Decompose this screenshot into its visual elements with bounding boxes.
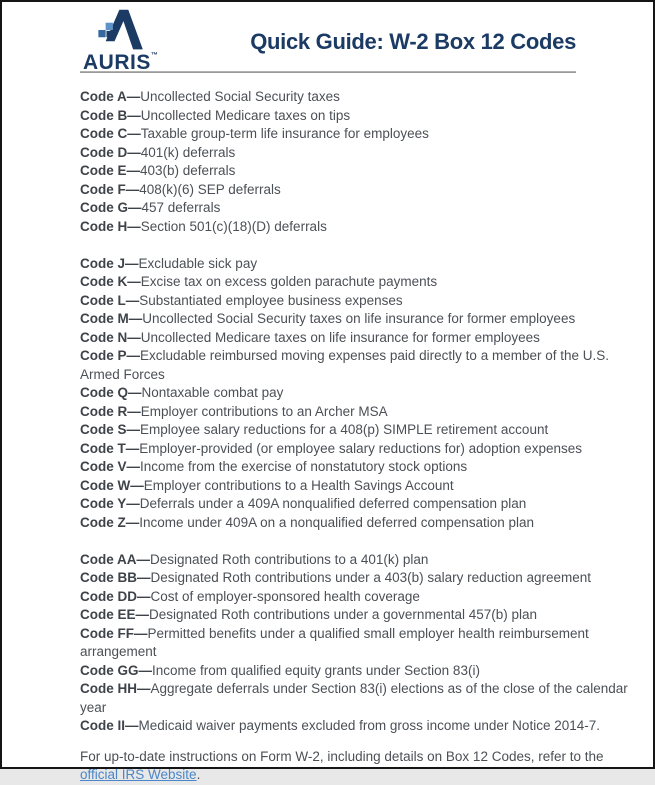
- irs-website-link[interactable]: official IRS Website: [80, 767, 197, 782]
- footer-note: [80, 748, 642, 785]
- code-description: Section 501(c)(18)(D) deferrals: [140, 218, 327, 234]
- code-list: [80, 88, 640, 736]
- code-label: Code EE—: [80, 607, 150, 622]
- code-line-q: [80, 384, 640, 403]
- code-description: Aggregate deferrals under Section 83(i) elections as of the close of the calendar year: [80, 681, 628, 715]
- code-description: 457 deferrals: [141, 200, 221, 215]
- code-line-p: [80, 347, 640, 384]
- code-description: Income from the exercise of nonstatutory stock options: [140, 459, 468, 474]
- code-line-b: [80, 107, 640, 126]
- code-description: 401(k) deferrals: [140, 144, 236, 160]
- code-label: Code N—: [80, 329, 141, 345]
- code-line-n: [80, 329, 640, 348]
- code-description: Nontaxable combat pay: [141, 385, 284, 400]
- code-label: Code Q—: [80, 385, 142, 400]
- code-description: Uncollected Social Security taxes on life insurance for former employees: [142, 311, 576, 326]
- code-line-j: [80, 255, 640, 274]
- code-label: Code A—: [80, 89, 141, 104]
- code-label: Code GG—: [80, 662, 153, 678]
- code-label: Code S—: [80, 422, 141, 437]
- code-description: Designated Roth contributions under a 403(b) salary reduction agreement: [150, 570, 592, 585]
- code-line-y: [80, 495, 640, 514]
- code-line-r: [80, 403, 640, 422]
- code-label: Code W—: [80, 477, 144, 493]
- code-label: Code HH—: [80, 681, 151, 696]
- code-label: Code T—: [80, 440, 140, 456]
- code-label: Code P—: [80, 348, 141, 363]
- code-line-k: [80, 273, 640, 292]
- code-description: Uncollected Medicare taxes on life insurance for former employees: [140, 329, 540, 345]
- code-label: Code G—: [80, 200, 142, 215]
- code-line-aa: [80, 551, 640, 570]
- code-line-gg: [80, 662, 640, 681]
- code-line-t: [80, 440, 640, 459]
- code-description: 403(b) deferrals: [140, 163, 236, 178]
- code-description: 408(k)(6) SEP deferrals: [139, 181, 281, 197]
- auris-a-icon: [96, 9, 146, 51]
- auris-logo: [83, 9, 158, 73]
- code-label: Code E—: [80, 163, 141, 178]
- code-line-w: [80, 477, 640, 496]
- code-line-h: [80, 218, 640, 237]
- code-label: Code K—: [80, 274, 141, 289]
- code-label: Code F—: [80, 181, 140, 197]
- code-label: Code M—: [80, 311, 143, 326]
- code-label: Code C—: [80, 126, 141, 141]
- code-line-c: [80, 125, 640, 144]
- code-group: [80, 551, 640, 736]
- code-line-z: [80, 514, 640, 533]
- code-description: Designated Roth contributions under a governmental 457(b) plan: [149, 607, 538, 622]
- code-label: Code Z—: [80, 514, 140, 530]
- code-line-v: [80, 458, 640, 477]
- code-line-g: [80, 199, 640, 218]
- code-line-dd: [80, 588, 640, 607]
- code-label: Code AA—: [80, 551, 150, 567]
- code-label: Code Y—: [80, 496, 140, 511]
- code-line-l: [80, 292, 640, 311]
- footer-text: For up-to-date instructions on Form W-2, including details on Box 12 Codes, refer to the: [80, 748, 604, 764]
- code-line-ee: [80, 606, 640, 625]
- code-label: Code B—: [80, 107, 141, 123]
- code-group: [80, 88, 640, 236]
- code-label: Code J—: [80, 255, 139, 271]
- code-line-s: [80, 421, 640, 440]
- brand-name: AURIS™: [83, 51, 159, 74]
- code-description: Designated Roth contributions to a 401(k) plan: [150, 551, 429, 567]
- code-line-hh: [80, 680, 640, 717]
- code-description: Employer-provided (or employee salary reductions for) adoption expenses: [139, 440, 582, 456]
- code-line-f: [80, 181, 640, 200]
- code-description: Permitted benefits under a qualified small employer health reimbursement arrangement: [80, 625, 589, 659]
- code-label: Code D—: [80, 144, 141, 160]
- code-description: Uncollected Social Security taxes: [140, 89, 340, 104]
- code-description: Taxable group-term life insurance for employees: [140, 126, 429, 141]
- code-line-bb: [80, 569, 640, 588]
- code-description: Excludable sick pay: [138, 255, 258, 271]
- code-label: Code FF—: [80, 625, 148, 641]
- code-label: Code L—: [80, 292, 140, 308]
- code-description: Uncollected Medicare taxes on tips: [140, 107, 351, 123]
- code-description: Cost of employer-sponsored health coverage: [150, 588, 420, 604]
- code-label: Code R—: [80, 403, 141, 419]
- footer-period: .: [196, 767, 201, 782]
- code-group: [80, 255, 640, 533]
- code-description: Income from qualified equity grants under Section 83(i): [152, 662, 480, 678]
- code-description: Income under 409A on a nonqualified deferred compensation plan: [139, 514, 535, 530]
- code-description: Employer contributions to an Archer MSA: [140, 403, 388, 419]
- code-label: Code V—: [80, 459, 141, 474]
- trademark-symbol: ™: [150, 52, 159, 59]
- code-line-ii: [80, 717, 640, 736]
- code-label: Code II—: [80, 718, 139, 733]
- code-description: Employee salary reductions for a 408(p) SIMPLE retirement account: [140, 422, 549, 437]
- header: [2, 2, 653, 74]
- code-description: Substantiated employee business expenses: [139, 292, 403, 308]
- code-description: Excludable reimbursed moving expenses paid directly to a member of the U.S. Armed Forces: [80, 348, 609, 382]
- code-label: Code DD—: [80, 588, 151, 604]
- code-line-a: [80, 88, 640, 107]
- code-line-ff: [80, 625, 640, 662]
- page-title: Quick Guide: W-2 Box 12 Codes: [250, 29, 576, 54]
- code-description: Employer contributions to a Health Savings Account: [143, 477, 454, 493]
- code-label: Code H—: [80, 218, 141, 234]
- code-description: Excise tax on excess golden parachute payments: [140, 274, 438, 289]
- code-line-m: [80, 310, 640, 329]
- code-line-e: [80, 162, 640, 181]
- code-label: Code BB—: [80, 570, 151, 585]
- code-description: Deferrals under a 409A nonqualified deferred compensation plan: [139, 496, 527, 511]
- code-line-d: [80, 144, 640, 163]
- code-description: Medicaid waiver payments excluded from gross income under Notice 2014-7.: [138, 718, 600, 733]
